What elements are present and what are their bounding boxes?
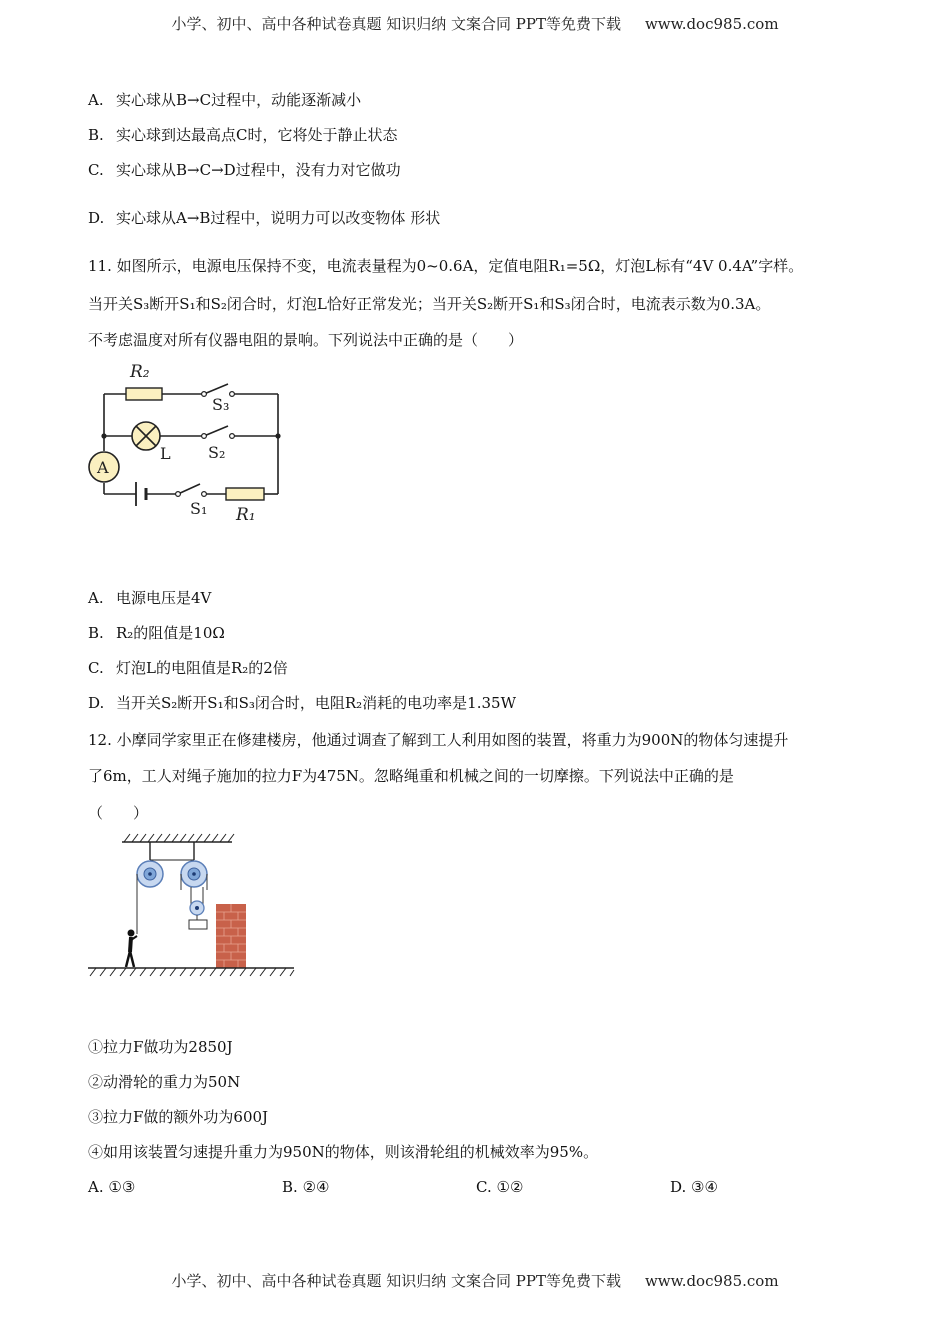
fixed-pulley-left-icon [137,861,163,887]
q12-pulley-diagram [86,830,298,978]
lamp-icon [132,422,160,450]
q12-choice-c: C. ①② [476,1178,524,1196]
q11-option-b: B. R₂的阻值是10Ω [88,624,225,642]
q12-statement-1: ①拉力F做功为2850J [88,1038,233,1056]
r1-label: R₁ [236,505,256,525]
q11-option-a: A. 电源电压是4V [88,589,212,607]
header-url: www.doc985.com [644,15,779,33]
q11-stem-line2: 当开关S₃断开S₁和S₂闭合时，灯泡L恰好正常发光；当开关S₂断开S₁和S₃闭合时，电流表示数为0.3A。 [88,295,771,313]
r2-resistor [126,388,162,400]
q10-option-a: A. 实心球从B→C过程中，动能逐渐减小 [88,91,362,109]
header-text: 小学、初中、高中各种试卷真题 知识归纳 文案合同 PPT等免费下载 [171,15,621,33]
q12-choice-a: A. ①③ [88,1178,136,1196]
s1-label: S₁ [190,499,208,518]
page-footer [0,1270,950,1291]
r1-resistor [226,488,264,500]
q11-stem-line1: 11. 如图所示，电源电压保持不变，电流表量程为0~0.6A，定值电阻R₁=5Ω，灯泡L标有“4V 0.4A”字样。 [88,257,804,275]
s3-label: S₃ [212,395,230,414]
ammeter-label: A [97,458,109,477]
q12-statement-4: ④如用该装置匀速提升重力为950N的物体，则该滑轮组的机械效率为95%。 [88,1143,599,1161]
lamp-label: L [160,444,171,463]
q12-stem-line2: 了6m，工人对绳子施加的拉力F为475N。忽略绳重和机械之间的一切摩擦。下列说法中正确的是 [88,767,734,785]
r2-label: R₂ [130,362,150,382]
q11-stem-line3: 不考虑温度对所有仪器电阻的景响。下列说法中正确的是（ ） [88,331,524,349]
q12-choice-b: B. ②④ [282,1178,330,1196]
movable-pulley-icon [190,901,204,915]
footer-url: www.doc985.com [644,1272,779,1290]
q11-circuit-diagram [86,358,296,533]
worker-icon [126,930,137,968]
q11-option-c: C. 灯泡L的电阻值是R₂的2倍 [88,659,288,677]
q10-option-c: C. 实心球从B→C→D过程中，没有力对它做功 [88,161,401,179]
footer-text: 小学、初中、高中各种试卷真题 知识归纳 文案合同 PPT等免费下载 [171,1272,621,1290]
fixed-pulley-right-icon [181,861,207,887]
q12-stem-line1: 12. 小摩同学家里正在修建楼房，他通过调查了解到工人利用如图的装置，将重力为900N的物体匀速提升 [88,731,789,749]
s2-label: S₂ [208,443,226,462]
load-box [189,920,207,929]
q11-option-d: D. 当开关S₂断开S₁和S₃闭合时，电阻R₂消耗的电功率是1.35W [88,694,516,712]
brick-wall [216,904,246,968]
q12-statement-3: ③拉力F做的额外功为600J [88,1108,269,1126]
q12-choice-d: D. ③④ [670,1178,718,1196]
q10-option-d: D. 实心球从A→B过程中，说明力可以改变物体 形状 [88,209,441,227]
q12-statement-2: ②动滑轮的重力为50N [88,1073,241,1091]
q12-stem-line3: （ ） [88,804,149,822]
q10-option-b: B. 实心球到达最高点C时，它将处于静止状态 [88,126,398,144]
page-header [0,13,950,34]
